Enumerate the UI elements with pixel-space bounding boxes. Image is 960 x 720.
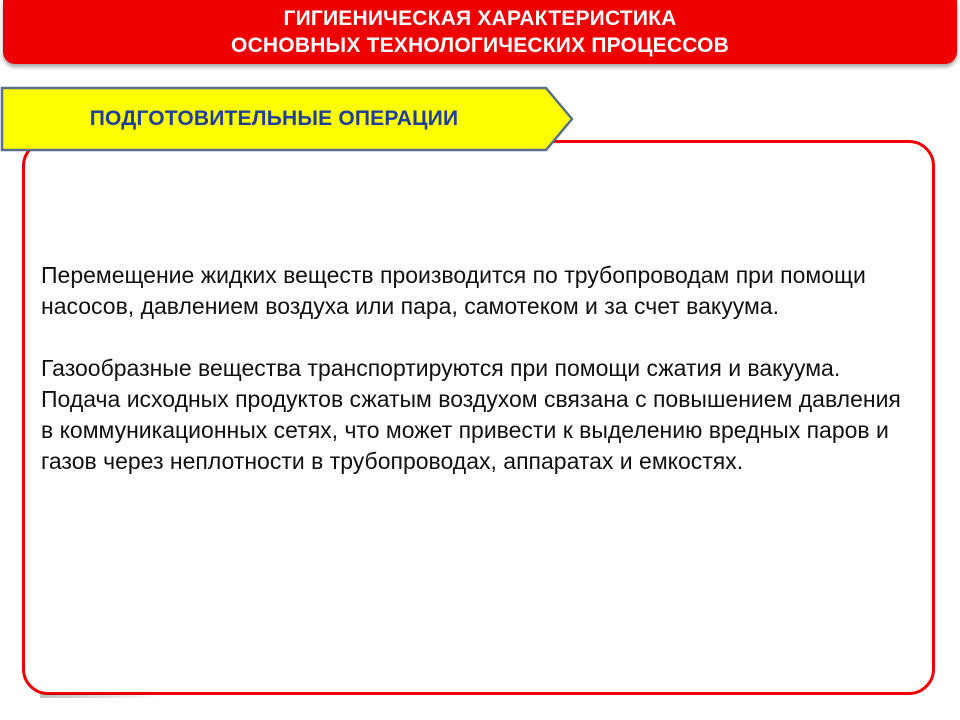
paragraph-gases: Газообразные вещества транспортируются при помощи сжатия и вакуума. Подача исходных продуктов сжатым воздухом связана с повышением давления в коммуникационных сетях, что может привести к выделению вредных паров и газов через неплотности в трубопроводах, аппаратах и емкостях.	[41, 355, 901, 474]
slide-title-line-1: ГИГИЕНИЧЕСКАЯ ХАРАКТЕРИСТИКА	[283, 7, 677, 30]
slide-title-line-2: ОСНОВНЫХ ТЕХНОЛОГИЧЕСКИХ ПРОЦЕССОВ	[231, 34, 729, 57]
section-label: ПОДГОТОВИТЕЛЬНЫЕ ОПЕРАЦИИ	[89, 107, 459, 130]
paragraph-liquids: Перемещение жидких веществ производится по трубопроводам при помощи насосов, давлением воздуха или пара, самотеком и за счет вакуума.	[41, 262, 866, 319]
frame-shadow	[40, 694, 160, 698]
section-tab	[0, 86, 575, 152]
title-banner	[3, 0, 957, 64]
body-text	[41, 260, 911, 508]
